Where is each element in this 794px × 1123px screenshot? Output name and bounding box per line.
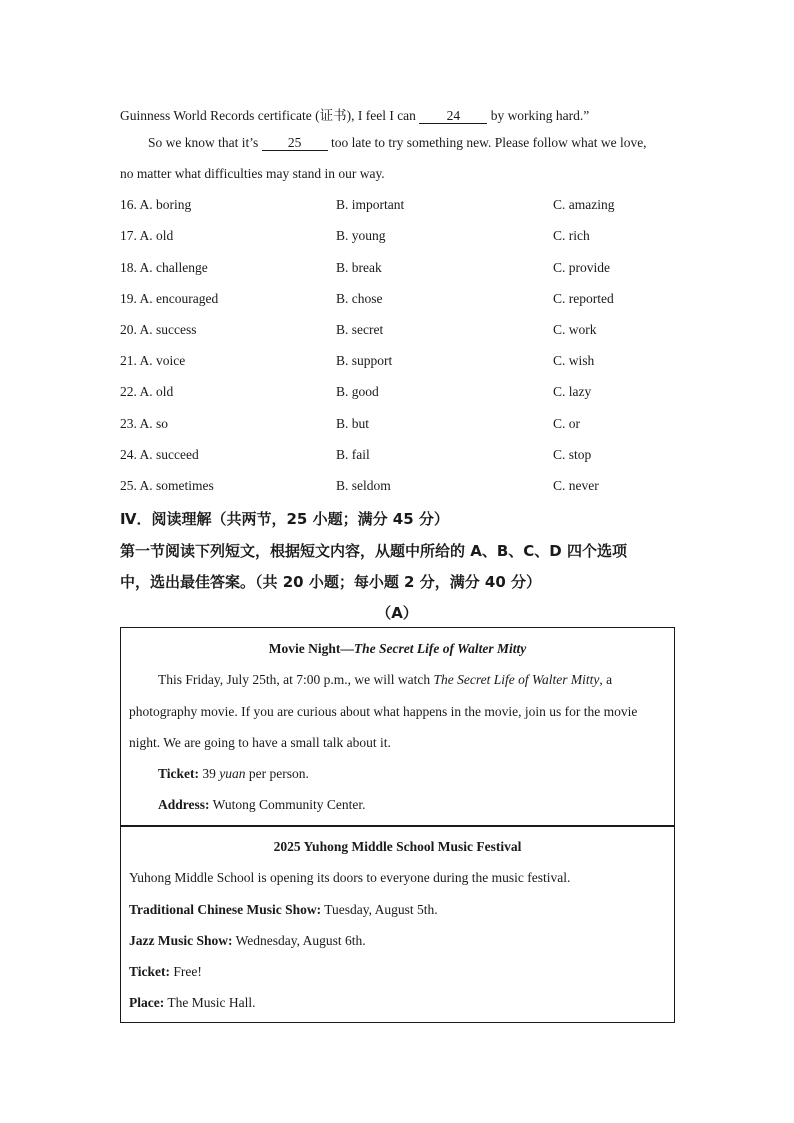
option-a: 18. A. challenge — [120, 260, 208, 275]
passage-text: too late to try something new. Please follow what we love, — [327, 135, 647, 150]
option-b: B. secret — [336, 322, 384, 337]
address-label: Address: — [158, 797, 210, 812]
ticket-rest: per person. — [245, 766, 309, 781]
ticket-value: Free! — [170, 964, 202, 979]
jazz-show-date: Wednesday, August 6th. — [232, 933, 366, 948]
option-row-17 — [120, 228, 680, 248]
option-b: B. support — [336, 353, 393, 368]
blank-24: 24 — [419, 109, 487, 124]
option-c: C. stop — [553, 447, 592, 462]
option-a: 19. A. encouraged — [120, 291, 219, 306]
movie-night-box — [120, 627, 675, 827]
jazz-show-label: Jazz Music Show: — [129, 933, 233, 948]
option-b: B. young — [336, 228, 386, 243]
option-b: B. important — [336, 197, 405, 212]
blank-25: 25 — [262, 136, 328, 151]
option-row-22 — [120, 384, 680, 404]
traditional-show — [129, 902, 438, 918]
option-a: 16. A. boring — [120, 197, 192, 212]
place-label: Place: — [129, 995, 165, 1010]
festival-intro: Yuhong Middle School is opening its doors to everyone during the music festival. — [129, 870, 571, 885]
option-a: 17. A. old — [120, 228, 174, 243]
option-a: 20. A. success — [120, 322, 197, 337]
festival-ticket — [129, 964, 202, 980]
option-c: C. reported — [553, 291, 614, 306]
option-b: B. good — [336, 384, 379, 399]
option-a: 24. A. succeed — [120, 447, 199, 462]
address-value: Wutong Community Center. — [209, 797, 366, 812]
traditional-show-label: Traditional Chinese Music Show: — [129, 902, 322, 917]
option-b: B. fail — [336, 447, 370, 462]
title-movie-name: The Secret Life of Walter Mitty — [353, 641, 527, 656]
option-row-19 — [120, 291, 680, 311]
option-row-21 — [120, 353, 680, 373]
movie-address — [158, 797, 365, 813]
passage-line-3: no matter what difficulties may stand in our way. — [120, 166, 385, 181]
option-a: 21. A. voice — [120, 353, 186, 368]
passage-text: Guinness World Records certificate (证书), I feel I can — [120, 108, 420, 123]
paragraph-text: This Friday, July 25th, at 7:00 p.m., we will watch — [158, 672, 434, 687]
option-b: B. seldom — [336, 478, 391, 493]
traditional-show-date: Tuesday, August 5th. — [321, 902, 438, 917]
option-c: C. provide — [553, 260, 610, 275]
option-row-23 — [120, 416, 680, 436]
section-heading: Ⅳ．阅读理解（共两节，25 小题；满分 45 分） — [120, 510, 449, 528]
option-row-24 — [120, 447, 680, 467]
ticket-price: 39 — [199, 766, 220, 781]
movie-paragraph-line-1 — [158, 672, 612, 688]
option-b: B. but — [336, 416, 370, 431]
movie-name: The Secret Life of Walter Mitty — [433, 672, 600, 687]
option-c: C. wish — [553, 353, 595, 368]
passage-text: by working hard.” — [487, 108, 590, 123]
option-c: C. lazy — [553, 384, 592, 399]
jazz-show — [129, 933, 366, 949]
option-c: C. amazing — [553, 197, 615, 212]
option-row-16 — [120, 197, 680, 217]
option-a: 22. A. old — [120, 384, 174, 399]
movie-paragraph-line-2: photography movie. If you are curious about what happens in the movie, join us for the movie — [129, 704, 638, 719]
option-a: 23. A. so — [120, 416, 169, 431]
paragraph-text: , a — [599, 672, 613, 687]
passage-line-2 — [148, 135, 647, 151]
passage-line-1 — [120, 104, 589, 124]
music-festival-title: 2025 Yuhong Middle School Music Festival — [273, 839, 522, 854]
ticket-label: Ticket: — [129, 964, 170, 979]
place-value: The Music Hall. — [164, 995, 256, 1010]
option-row-20 — [120, 322, 680, 342]
option-b: B. break — [336, 260, 382, 275]
option-c: C. work — [553, 322, 597, 337]
music-festival-box — [120, 825, 675, 1023]
movie-paragraph-line-3: night. We are going to have a small talk about it. — [129, 735, 391, 750]
section-instruction-2: 中，选出最佳答案。（共 20 小题；每小题 2 分，满分 40 分） — [120, 573, 542, 591]
movie-ticket — [158, 766, 309, 782]
passage-label: （A） — [376, 604, 418, 622]
option-a: 25. A. sometimes — [120, 478, 214, 493]
option-b: B. chose — [336, 291, 383, 306]
option-c: C. rich — [553, 228, 590, 243]
festival-place — [129, 995, 255, 1011]
movie-night-title — [121, 641, 674, 657]
option-c: C. never — [553, 478, 599, 493]
option-row-25 — [120, 478, 680, 498]
section-instruction-1: 第一节阅读下列短文，根据短文内容，从题中所给的 A、B、C、D 四个选项 — [120, 542, 627, 560]
ticket-unit: yuan — [219, 766, 246, 781]
title-text: Movie Night— — [268, 641, 354, 656]
ticket-label: Ticket: — [158, 766, 199, 781]
option-c: C. or — [553, 416, 580, 431]
option-row-18 — [120, 260, 680, 280]
passage-text: So we know that it’s — [148, 135, 262, 150]
